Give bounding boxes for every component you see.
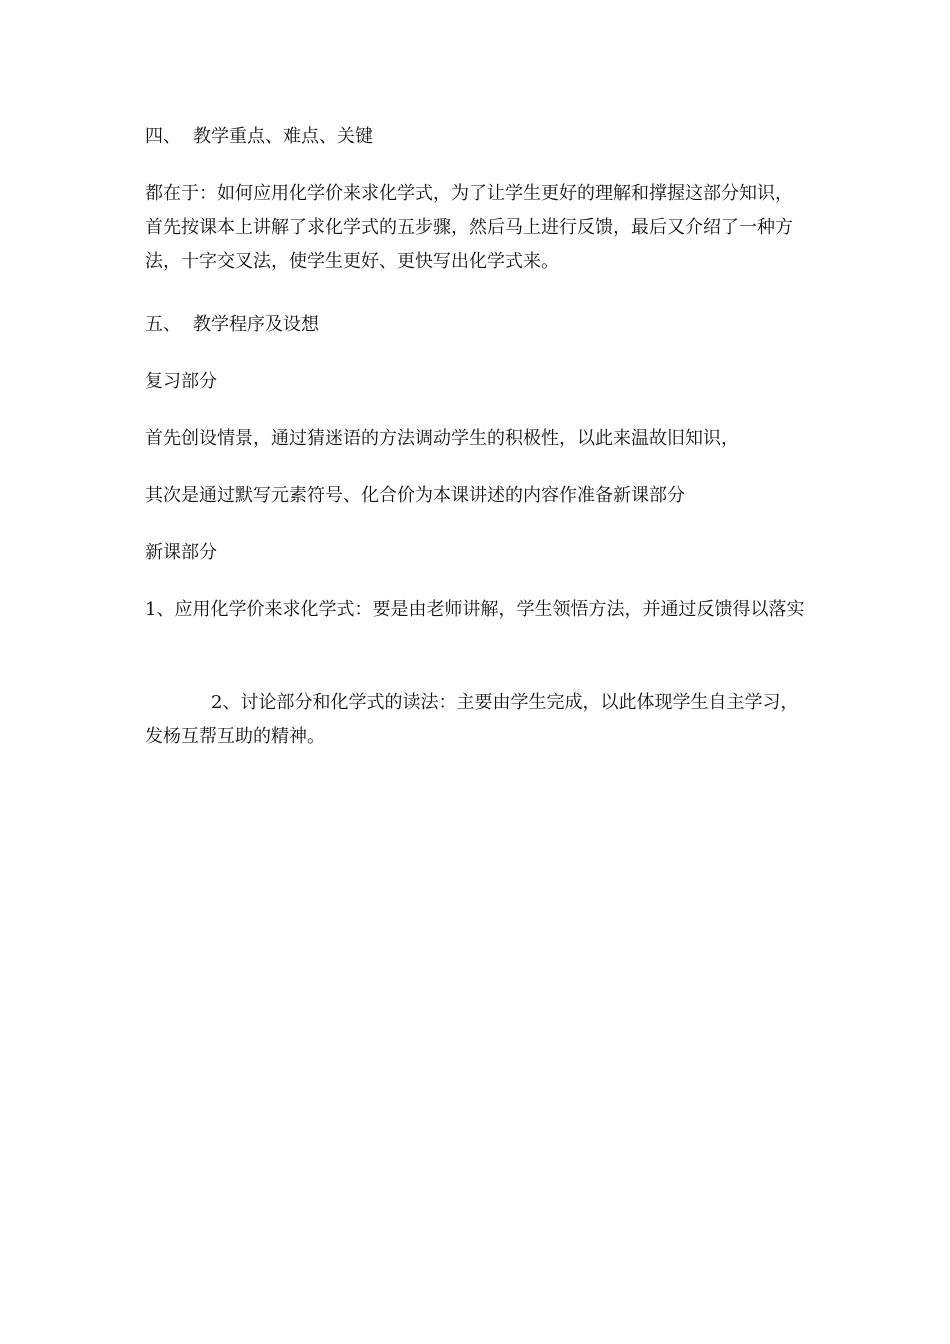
section-4-body: 都在于：如何应用化学价来求化学式，为了让学生更好的理解和撑握这部分知识，首先按课本上讲解了求化学式的五步骤，然后马上进行反馈，最后又介绍了一种方法，十字交叉法，使学生更好、更快写出化学式来。 xyxy=(145,183,793,272)
review-heading: 复习部分 xyxy=(145,371,217,392)
section-4-title: 教学重点、难点、关键 xyxy=(193,126,373,147)
list-item-2: 2、讨论部分和化学式的读法：主要由学生完成，以此体现学生自主学习，发杨互帮互助的精神。 xyxy=(145,692,799,747)
list-item-1: 1、应用化学价来求化学式：要是由老师讲解，学生领悟方法，并通过反馈得以落实 xyxy=(145,599,805,620)
section-4-heading xyxy=(145,120,810,154)
section-5-heading xyxy=(145,308,810,342)
section-4-number: 四、 xyxy=(145,126,181,147)
section-5-number: 五、 xyxy=(145,314,181,335)
section-5-title: 教学程序及设想 xyxy=(193,314,319,335)
review-paragraph-1: 首先创设情景，通过猜迷语的方法调动学生的积极性，以此来温故旧知识， xyxy=(145,428,739,449)
review-paragraph-2: 其次是通过默写元素符号、化合价为本课讲述的内容作准备新课部分 xyxy=(145,485,685,506)
new-lesson-heading: 新课部分 xyxy=(145,542,217,563)
